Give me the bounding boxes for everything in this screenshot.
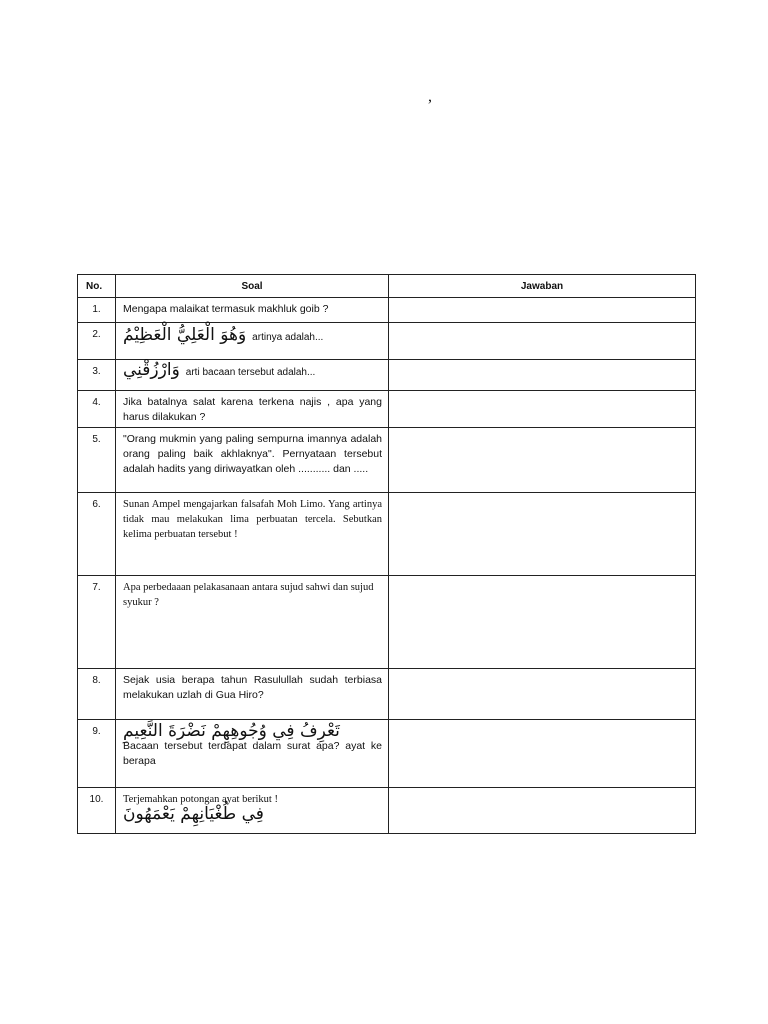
row-number: 6.: [78, 493, 116, 576]
row-number: 4.: [78, 391, 116, 428]
answer-cell[interactable]: [389, 323, 696, 360]
question-text: Bacaan tersebut terdapat dalam surat apa? ayat ke berapa: [123, 740, 382, 767]
row-number: 8.: [78, 669, 116, 720]
table-row: [78, 788, 696, 834]
answer-cell[interactable]: [389, 298, 696, 323]
question-table: [77, 274, 695, 834]
answer-cell[interactable]: [389, 360, 696, 391]
answer-cell[interactable]: [389, 493, 696, 576]
question-cell: [116, 720, 389, 788]
row-number: 5.: [78, 428, 116, 493]
header-no: No.: [78, 275, 116, 298]
table-header-row: [78, 275, 696, 298]
question-text: Sejak usia berapa tahun Rasulullah sudah terbiasa melakukan uzlah di Gua Hiro?: [116, 669, 389, 720]
answer-cell[interactable]: [389, 428, 696, 493]
table-row: [78, 576, 696, 669]
table-row: [78, 323, 696, 360]
arabic-verse: وَارْزُقْنِي: [123, 360, 180, 380]
question-text: Mengapa malaikat termasuk makhluk goib ?: [116, 298, 389, 323]
question-text: artinya adalah...: [252, 331, 324, 343]
question-text: Jika batalnya salat karena terkena najis , apa yang harus dilakukan ?: [116, 391, 389, 428]
row-number: 3.: [78, 360, 116, 391]
header-jawaban: Jawaban: [389, 275, 696, 298]
question-text: arti bacaan tersebut adalah...: [185, 366, 316, 378]
table-row: [78, 298, 696, 323]
answer-cell[interactable]: [389, 576, 696, 669]
arabic-verse: فِي طُغْيَانِهِمْ يَعْمَهُونَ: [123, 804, 264, 824]
question-cell: [116, 360, 389, 391]
table-row: [78, 391, 696, 428]
arabic-verse: تَعْرِفُ فِي وُجُوهِهِمْ نَضْرَةَ النَّعِيمِ: [123, 721, 340, 741]
row-number: 2.: [78, 323, 116, 360]
table-row: [78, 669, 696, 720]
question-cell: [116, 788, 389, 834]
question-text: "Orang mukmin yang paling sempurna imannya adalah orang paling baik akhlaknya". Pernyataan tersebut adalah hadits yang diriwayatkan oleh ........... dan .....: [116, 428, 389, 493]
table-row: [78, 720, 696, 788]
answer-cell[interactable]: [389, 720, 696, 788]
answer-cell[interactable]: [389, 788, 696, 834]
stray-comma: ,: [428, 88, 432, 105]
row-number: 10.: [78, 788, 116, 834]
answer-cell[interactable]: [389, 669, 696, 720]
row-number: 9.: [78, 720, 116, 788]
answer-cell[interactable]: [389, 391, 696, 428]
row-number: 7.: [78, 576, 116, 669]
question-text: Sunan Ampel mengajarkan falsafah Moh Limo. Yang artinya tidak mau melakukan lima perbuatan tercela. Sebutkan kelima perbuatan tersebut !: [116, 493, 389, 576]
question-cell: [116, 323, 389, 360]
row-number: 1.: [78, 298, 116, 323]
question-text: Terjemahkan potongan ayat berikut !: [123, 794, 278, 805]
table-row: [78, 493, 696, 576]
question-text: Apa perbedaaan pelakasanaan antara sujud sahwi dan sujud syukur ?: [116, 576, 389, 669]
header-soal: Soal: [116, 275, 389, 298]
table-row: [78, 360, 696, 391]
table-row: [78, 428, 696, 493]
arabic-verse: وَهُوَ الْعَلِيُّ الْعَظِيْمُ: [123, 325, 247, 345]
